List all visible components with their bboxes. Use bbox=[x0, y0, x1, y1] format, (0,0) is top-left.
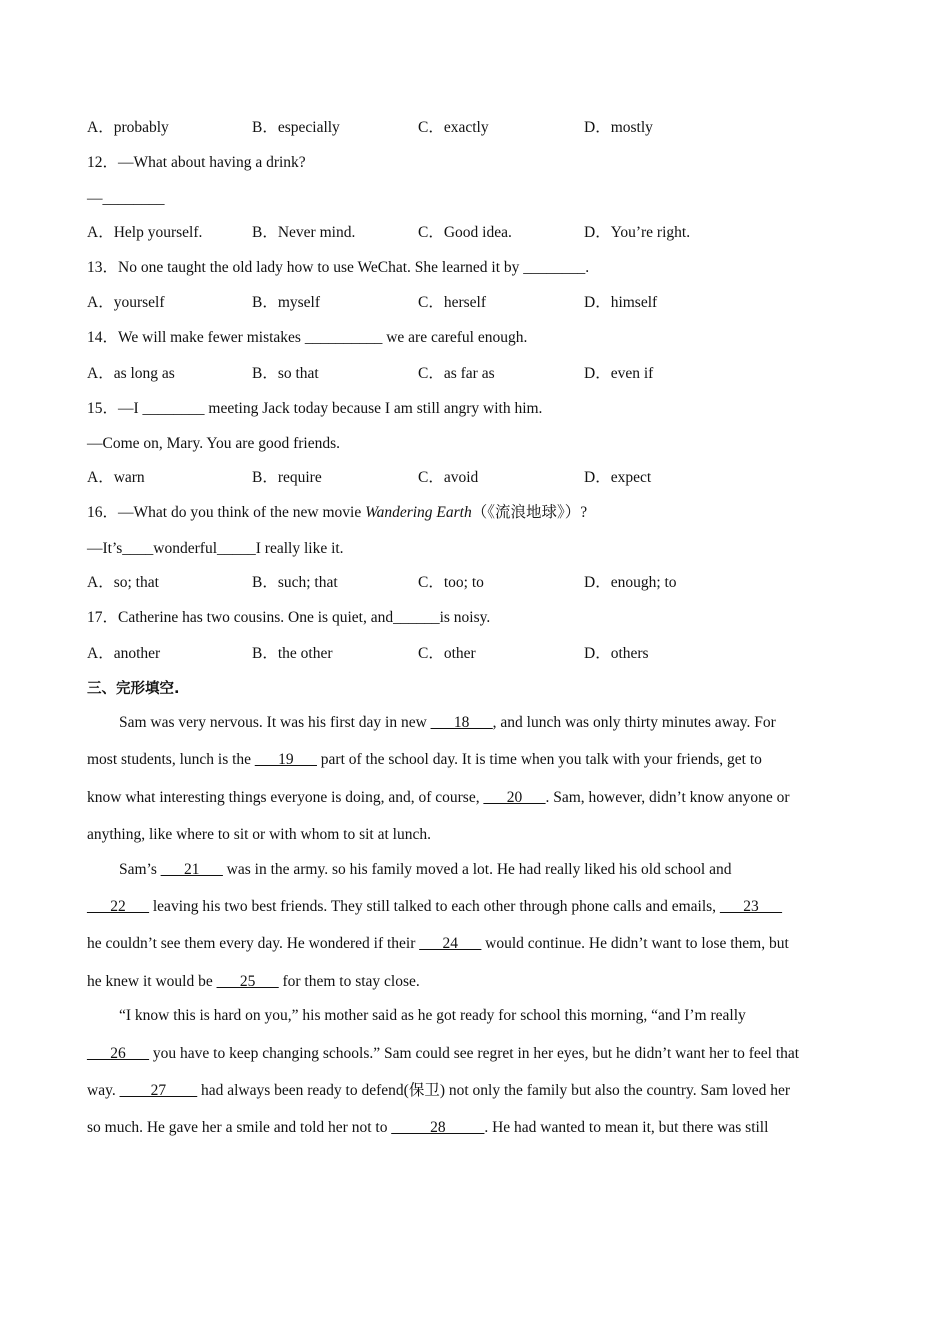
q11-option-a[interactable]: A．probably bbox=[87, 119, 169, 136]
text: had always been ready to defend(保卫) not only the family but also the country. Sam loved her bbox=[197, 1082, 791, 1099]
q14-option-b[interactable]: B．so that bbox=[252, 365, 319, 382]
q16-stem-post: （《流浪地球》）? bbox=[471, 504, 588, 521]
q16-reply: —It’s____wonderful_____I really like it. bbox=[87, 540, 344, 557]
q12-option-a[interactable]: A．Help yourself. bbox=[87, 224, 203, 241]
q17-option-a[interactable]: A．another bbox=[87, 645, 161, 662]
cloze-p1-line1 bbox=[87, 713, 863, 733]
q12-option-d[interactable]: D．You’re right. bbox=[584, 224, 691, 241]
blank-19[interactable]: ___19___ bbox=[254, 751, 317, 768]
q11-options bbox=[87, 118, 867, 138]
q16-option-c[interactable]: C．too; to bbox=[418, 574, 484, 591]
q14-option-d[interactable]: D．even if bbox=[584, 365, 654, 382]
q12-option-c[interactable]: C．Good idea. bbox=[418, 224, 512, 241]
q15-reply: —Come on, Mary. You are good friends. bbox=[87, 435, 340, 452]
q15-option-d[interactable]: D．expect bbox=[584, 469, 652, 486]
blank-28[interactable]: _____28_____ bbox=[391, 1119, 485, 1136]
q13-options bbox=[87, 293, 867, 313]
q16-stem bbox=[87, 503, 587, 523]
cloze-p3-line1: “I know this is hard on you,” his mother said as he got ready for school this morning, “and I’m really bbox=[119, 1007, 746, 1024]
q14-option-a[interactable]: A．as long as bbox=[87, 365, 175, 382]
cloze-p2-line2 bbox=[87, 897, 863, 917]
blank-25[interactable]: ___25___ bbox=[216, 973, 279, 990]
q17-option-c[interactable]: C．other bbox=[418, 645, 476, 662]
text: Sam was very nervous. It was his first day in new bbox=[119, 714, 431, 731]
cloze-p3-line4 bbox=[87, 1118, 863, 1138]
q13-option-b[interactable]: B．myself bbox=[252, 294, 321, 311]
cloze-p3-line3 bbox=[87, 1081, 863, 1101]
q13-stem: 13．No one taught the old lady how to use WeChat. She learned it by ________. bbox=[87, 259, 590, 276]
q16-option-b[interactable]: B．such; that bbox=[252, 574, 338, 591]
q14-option-c[interactable]: C．as far as bbox=[418, 365, 495, 382]
q13-option-c[interactable]: C．herself bbox=[418, 294, 487, 311]
q12-stem: 12．—What about having a drink? bbox=[87, 154, 306, 171]
cloze-p2-line4 bbox=[87, 972, 863, 992]
q15-stem: 15．—I ________ meeting Jack today because I am still angry with him. bbox=[87, 400, 543, 417]
text: would continue. He didn’t want to lose them, but bbox=[481, 935, 789, 952]
text: he couldn’t see them every day. He wondered if their bbox=[87, 935, 420, 952]
cloze-p2-line3 bbox=[87, 934, 863, 954]
text: know what interesting things everyone is doing, and, of course, bbox=[87, 789, 484, 806]
text: you have to keep changing schools.” Sam could see regret in her eyes, but he didn’t want her to feel that bbox=[149, 1045, 800, 1062]
text: way. bbox=[87, 1082, 120, 1099]
text: he knew it would be bbox=[87, 973, 217, 990]
q15-option-b[interactable]: B．require bbox=[252, 469, 322, 486]
q16-options bbox=[87, 573, 867, 593]
text: part of the school day. It is time when you talk with your friends, get to bbox=[316, 751, 762, 768]
q12-reply: —________ bbox=[87, 190, 165, 207]
text: Sam’s bbox=[119, 861, 161, 878]
cloze-p1-line3 bbox=[87, 788, 863, 808]
text: most students, lunch is the bbox=[87, 751, 255, 768]
q15-option-a[interactable]: A．warn bbox=[87, 469, 145, 486]
section-heading: 三、完形填空. bbox=[87, 681, 180, 697]
text: so much. He gave her a smile and told her not to bbox=[87, 1119, 392, 1136]
blank-26[interactable]: ___26___ bbox=[87, 1045, 149, 1062]
text: . Sam, however, didn’t know anyone or bbox=[545, 789, 790, 806]
blank-21[interactable]: ___21___ bbox=[160, 861, 223, 878]
q15-option-c[interactable]: C．avoid bbox=[418, 469, 479, 486]
blank-27[interactable]: ____27____ bbox=[119, 1082, 198, 1099]
cloze-p1-line2 bbox=[87, 750, 863, 770]
blank-22[interactable]: ___22___ bbox=[87, 898, 149, 915]
blank-18[interactable]: ___18___ bbox=[430, 714, 493, 731]
q17-options bbox=[87, 644, 867, 664]
q11-option-c[interactable]: C．exactly bbox=[418, 119, 489, 136]
q17-option-d[interactable]: D．others bbox=[584, 645, 649, 662]
cloze-p2-line1 bbox=[87, 860, 863, 880]
q17-stem: 17．Catherine has two cousins. One is quiet, and______is noisy. bbox=[87, 609, 491, 626]
q14-stem: 14．We will make fewer mistakes __________ we are careful enough. bbox=[87, 329, 528, 346]
cloze-p1-line4: anything, like where to sit or with whom to sit at lunch. bbox=[87, 826, 431, 843]
q13-option-d[interactable]: D．himself bbox=[584, 294, 658, 311]
text: . He had wanted to mean it, but there was still bbox=[484, 1119, 769, 1136]
text: leaving his two best friends. They still talked to each other through phone calls and emails, bbox=[149, 898, 720, 915]
text: for them to stay close. bbox=[278, 973, 420, 990]
cloze-p3-line2 bbox=[87, 1044, 863, 1064]
blank-23[interactable]: ___23___ bbox=[719, 898, 782, 915]
q12-option-b[interactable]: B．Never mind. bbox=[252, 224, 356, 241]
q13-option-a[interactable]: A．yourself bbox=[87, 294, 165, 311]
blank-20[interactable]: ___20___ bbox=[483, 789, 546, 806]
blank-24[interactable]: ___24___ bbox=[419, 935, 482, 952]
q11-option-d[interactable]: D．mostly bbox=[584, 119, 653, 136]
text: was in the army. so his family moved a lot. He had really liked his old school and bbox=[222, 861, 732, 878]
q12-options bbox=[87, 223, 867, 243]
q16-stem-pre: 16．—What do you think of the new movie bbox=[87, 504, 366, 521]
q16-option-a[interactable]: A．so; that bbox=[87, 574, 159, 591]
q14-options bbox=[87, 364, 867, 384]
q17-option-b[interactable]: B．the other bbox=[252, 645, 333, 662]
q11-option-b[interactable]: B．especially bbox=[252, 119, 340, 136]
q16-movie-title: Wandering Earth bbox=[365, 504, 472, 521]
text: , and lunch was only thirty minutes away. For bbox=[492, 714, 776, 731]
q15-options bbox=[87, 468, 867, 488]
q16-option-d[interactable]: D．enough; to bbox=[584, 574, 677, 591]
